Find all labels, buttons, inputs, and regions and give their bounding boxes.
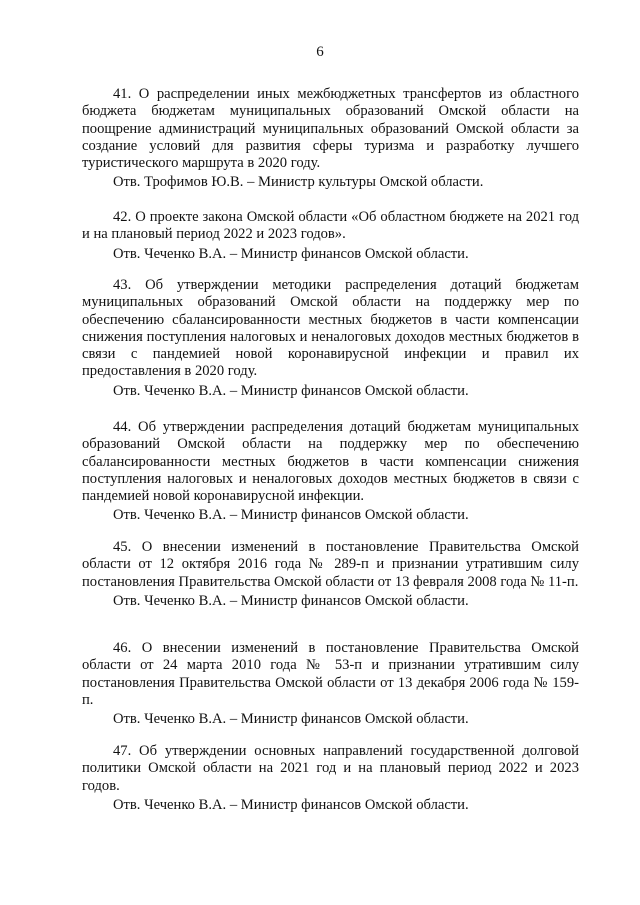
agenda-item-text: 46. О внесении изменений в постановление Правительства Омской области от 24 марта 2010 года № 53-п и признании утратившим силу постановления Правительства Омской области от 13 декабря 2006 года № 159-п. [82,640,579,708]
agenda-item-44 [82,419,579,525]
agenda-item-responsible: Отв. Чеченко В.А. – Министр финансов Омской области. [113,796,469,813]
page-number: 6 [316,44,324,60]
agenda-item-46 [82,640,579,728]
agenda-item-text: 42. О проекте закона Омской области «Об областном бюджете на 2021 год и на плановый период 2022 и 2023 годов». [82,209,579,243]
agenda-item-text: 41. О распределении иных межбюджетных трансфертов из областного бюджета бюджетам муниципальных образований Омской области на поощрение администраций муниципальных образований Омской области за создание условий для развития сферы туризма и разработку лучшего туристического маршрута в 2020 году. [82,86,579,172]
agenda-item-text: 43. Об утверждении методики распределения дотаций бюджетам муниципальных образований Омской области на поддержку мер по обеспечению сбалансированности местных бюджетов в части компенсации снижения поступления налоговых и неналоговых доходов местных бюджетов в связи с пандемией новой коронавирусной инфекции и правил их предоставления в 2020 году. [82,277,579,380]
agenda-item-text: 44. Об утверждении распределения дотаций бюджетам муниципальных образований Омской области на поддержку мер по обеспечению сбалансированности местных бюджетов в части компенсации снижения поступления налоговых и неналоговых доходов местных бюджетов в связи с пандемией новой коронавирусной инфекции. [82,419,579,505]
agenda-item-responsible: Отв. Чеченко В.А. – Министр финансов Омской области. [113,507,469,524]
agenda-item-41 [82,86,579,192]
agenda-item-responsible: Отв. Чеченко В.А. – Министр финансов Омской области. [113,711,469,728]
agenda-item-responsible: Отв. Чеченко В.А. – Министр финансов Омской области. [113,245,469,262]
agenda-item-45 [82,539,579,610]
agenda-item-text: 45. О внесении изменений в постановление Правительства Омской области от 12 октября 2016 года № 289-п и признании утратившим силу постановления Правительства Омской области от 13 февраля 2008 года № 11-п. [82,539,579,590]
agenda-item-responsible: Отв. Чеченко В.А. – Министр финансов Омской области. [113,382,469,399]
agenda-item-responsible: Отв. Трофимов Ю.В. – Министр культуры Омской области. [113,174,484,191]
agenda-item-47 [82,743,579,814]
agenda-item-text: 47. Об утверждении основных направлений государственной долговой политики Омской области на 2021 год и на плановый период 2022 и 2023 годов. [82,743,579,794]
agenda-item-43 [82,277,579,400]
agenda-item-responsible: Отв. Чеченко В.А. – Министр финансов Омской области. [113,592,469,609]
agenda-item-42 [82,209,579,263]
